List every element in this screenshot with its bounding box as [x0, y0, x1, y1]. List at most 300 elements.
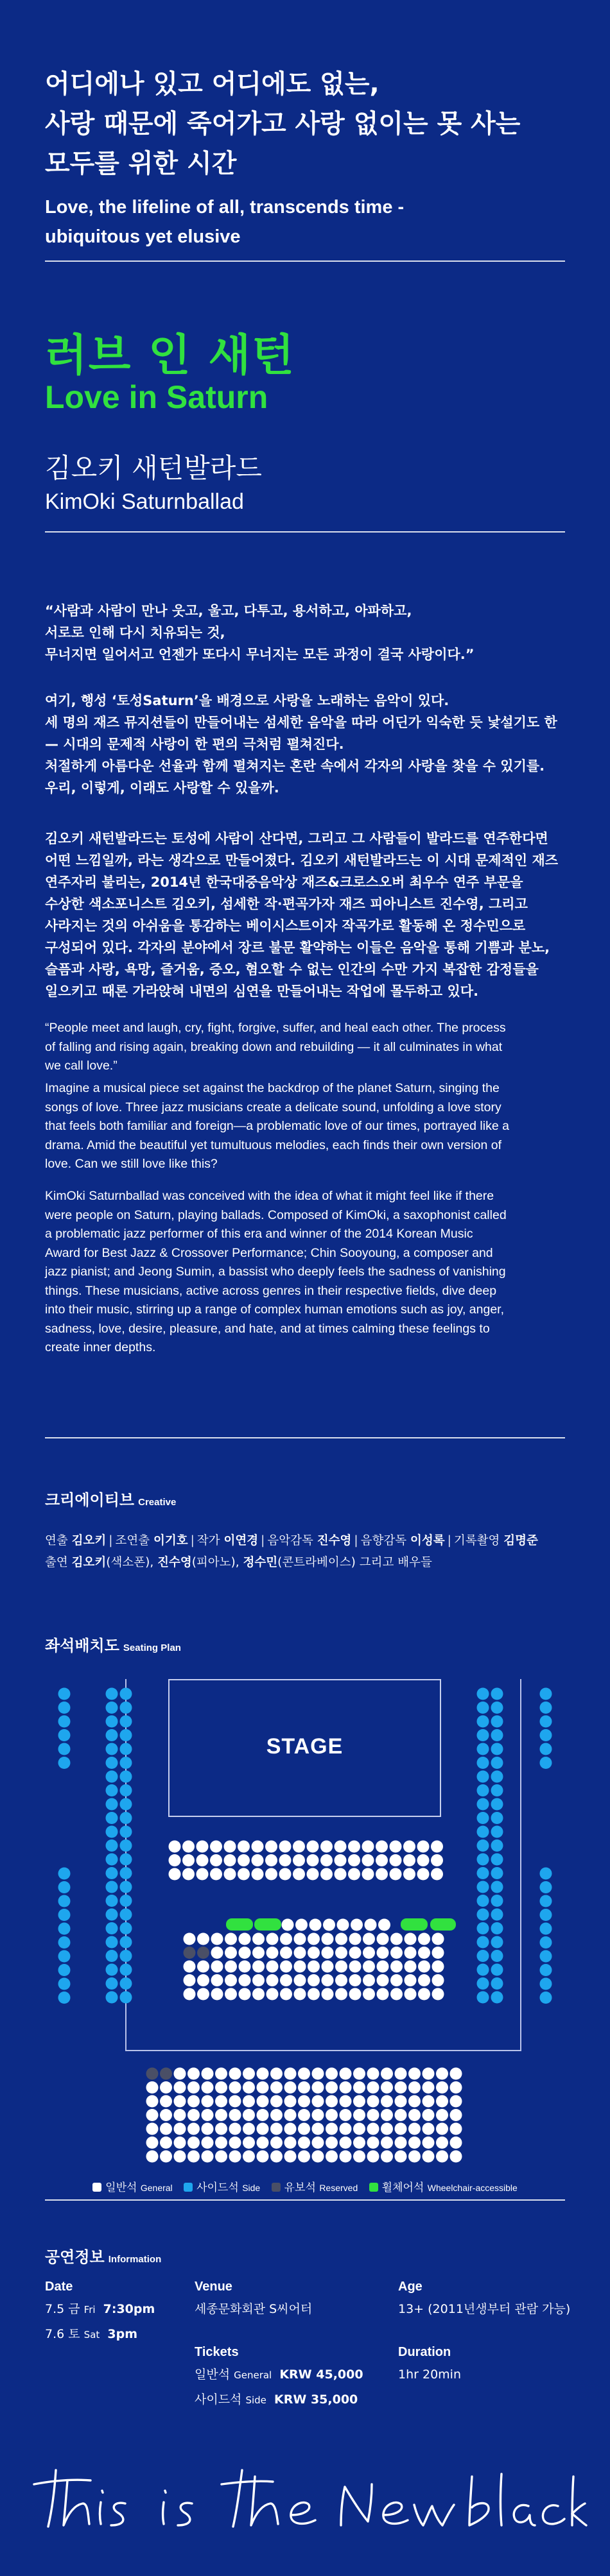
seat-side [491, 1922, 503, 1934]
credit-role: 음향감독 [360, 1534, 407, 1548]
seat-side [106, 1771, 118, 1783]
hero-en-line: ubiquitous yet elusive [45, 226, 241, 247]
credit-name: 이성록 [410, 1534, 445, 1548]
seat-general [348, 1868, 360, 1881]
text-line: love. Can we still love like this? [45, 1157, 218, 1171]
seat-general [367, 2109, 379, 2121]
seat-general [431, 1868, 443, 1881]
seat-general [335, 1841, 347, 1853]
seat-general [395, 2081, 407, 2094]
seat-side [120, 1729, 132, 1741]
seat-side [477, 1812, 489, 1824]
ticket-class-en: Side [245, 2394, 266, 2406]
seat-general [326, 2151, 338, 2163]
seat-general [265, 1841, 277, 1853]
seat-side [477, 1784, 489, 1796]
seat-general [367, 2081, 379, 2094]
seat-general [423, 2095, 435, 2108]
seat-general [335, 1854, 347, 1866]
seat-side [106, 1812, 118, 1824]
hero-ko-line: 어디에나 있고 어디에도 없는, [45, 69, 379, 99]
seat-side [120, 1977, 132, 1990]
seat-general [224, 1854, 236, 1866]
seat-general [320, 1841, 333, 1853]
seat-general [322, 1988, 334, 2000]
seat-side [106, 1798, 118, 1811]
seat-general [308, 1974, 320, 1986]
seat-general [225, 1974, 237, 1986]
seat-general [252, 1961, 265, 1973]
seat-side [491, 1992, 503, 2004]
seat-general [367, 2095, 379, 2108]
seat-general [257, 2137, 269, 2149]
seat-side [106, 1992, 118, 2004]
seat-side [120, 1895, 132, 1907]
seat-side [106, 1895, 118, 1907]
seat-general [377, 1933, 389, 1945]
seat-general [298, 2109, 310, 2121]
seat-general [390, 1961, 403, 1973]
seat-general [436, 2123, 448, 2135]
seat-general [243, 2081, 255, 2094]
seat-side [540, 1716, 552, 1728]
age-label: Age [398, 2280, 423, 2294]
seat-general [239, 1961, 251, 1973]
venue-label: Venue [195, 2280, 232, 2294]
seat-general [340, 2081, 352, 2094]
seat-side [58, 1881, 71, 1893]
seat-side [120, 1784, 132, 1796]
legend-swatch [92, 2183, 101, 2192]
seat-general [353, 2137, 365, 2149]
seat-general [270, 2109, 283, 2121]
seat-general [377, 1947, 389, 1959]
stage-label: STAGE [266, 1734, 344, 1759]
seat-general [308, 1947, 320, 1959]
credit-name: 진수영 [317, 1534, 352, 1548]
seat-general [335, 1988, 347, 2000]
credit-name: 김오키 [71, 1556, 107, 1569]
text-line: 연주자리 불리는, 2014년 한국대중음악상 재즈&크로스오버 최우수 연주 부문을 [45, 874, 523, 890]
seat-general [215, 2081, 227, 2094]
tickets-label: Tickets [195, 2345, 239, 2359]
seat-side [106, 1839, 118, 1852]
seat-general [432, 1947, 444, 1959]
seat-side [477, 1854, 489, 1866]
seat-side [106, 1867, 118, 1879]
seat-general [257, 2151, 269, 2163]
legend-swatch [369, 2183, 378, 2192]
text-line: 처절하게 아름다운 선율과 함께 펼쳐지는 혼란 속에서 각자의 사랑을 찾을 수 있기를. [45, 758, 545, 774]
seat-general [196, 1854, 209, 1866]
seat-side [106, 1964, 118, 1976]
seat-general [146, 2137, 159, 2149]
seat-general [225, 1933, 237, 1945]
seat-general [182, 1868, 195, 1881]
seat-general [348, 1854, 360, 1866]
seat-general [211, 1947, 223, 1959]
seat-side [58, 1868, 71, 1880]
seat-general [196, 1868, 209, 1881]
seat-general [282, 1919, 294, 1931]
seat-general [390, 1988, 403, 2000]
text-line: 여기, 행성 ‘토성Saturn’을 배경으로 사랑을 노래하는 음악이 있다. [45, 693, 449, 708]
seat-general [187, 2068, 200, 2080]
seat-general [450, 2137, 462, 2149]
date-item [45, 2297, 155, 2322]
seat-general [284, 2137, 297, 2149]
seat-general [307, 1868, 319, 1881]
seat-general [353, 2095, 365, 2108]
section-title-en: Creative [138, 1497, 177, 1508]
date-time: 3pm [107, 2327, 137, 2341]
seat-side [477, 1839, 489, 1852]
seat-side [477, 1798, 489, 1811]
seat-general [308, 1933, 320, 1945]
seat-general [423, 2109, 435, 2121]
seat-general [320, 1868, 333, 1881]
seat-general [169, 1841, 181, 1853]
credit-name: 정수민 [243, 1556, 278, 1569]
seat-general [377, 1988, 389, 2000]
seat-general [293, 1854, 305, 1866]
seat-general [169, 1868, 181, 1881]
seat-general [243, 2123, 255, 2135]
seat-general [243, 2095, 255, 2108]
seat-general [238, 1854, 250, 1866]
seat-general [294, 1988, 306, 2000]
seat-side [540, 1950, 552, 1963]
seat-general [298, 2068, 310, 2080]
seat-general [298, 2123, 310, 2135]
seat-general [184, 1974, 196, 1986]
seat-general [270, 2095, 283, 2108]
seat-general [215, 2095, 227, 2108]
seat-general [239, 1988, 251, 2000]
seat-side [491, 1771, 503, 1783]
seat-general [197, 1961, 209, 1973]
date-label: Date [45, 2280, 73, 2294]
seat-side [106, 1826, 118, 1838]
seat-side [120, 1839, 132, 1852]
seat-general [243, 2109, 255, 2121]
seat-side [106, 1688, 118, 1700]
credit-part: (피아노), [191, 1556, 240, 1569]
seat-general [340, 2151, 352, 2163]
text-line: drama. Amid the beautiful yet tumultuous melodies, each finds their own version of [45, 1138, 502, 1152]
seat-general [284, 2123, 297, 2135]
legend-label: 휠체어석 [381, 2181, 424, 2194]
handwritten-signature [29, 2451, 588, 2534]
seat-side [120, 1771, 132, 1783]
seat-general [146, 2109, 159, 2121]
seat-general [284, 2081, 297, 2094]
seat-general [229, 2137, 241, 2149]
seat-general [335, 1868, 347, 1881]
seat-side [491, 1854, 503, 1866]
seat-general [312, 2109, 324, 2121]
seat-side [120, 1743, 132, 1755]
seat-general [294, 1933, 306, 1945]
seat-general [225, 1961, 237, 1973]
seat-general [174, 2081, 186, 2094]
info-section-title [45, 2244, 565, 2267]
seat-general [362, 1868, 374, 1881]
seat-general [266, 1947, 279, 1959]
seat-side [540, 1702, 552, 1714]
seat-general [187, 2081, 200, 2094]
seat-general [294, 1974, 306, 1986]
venue-value: 세종문화회관 S씨어터 [195, 2302, 313, 2316]
seat-general [340, 2109, 352, 2121]
ticket-class-en: General [234, 2369, 272, 2381]
ticket-class: 사이드석 [195, 2393, 242, 2407]
seat-side [477, 1729, 489, 1741]
section-title-ko: 크리에이티브 [45, 1491, 135, 1509]
seat-general [279, 1841, 292, 1853]
seat-general [215, 2137, 227, 2149]
seat-general [252, 1933, 265, 1945]
seat-general [432, 1961, 444, 1973]
date-day: 7.6 토 [45, 2327, 80, 2341]
seat-general [363, 1933, 375, 1945]
seat-general [349, 1933, 362, 1945]
legend-label-en: Side [242, 2183, 261, 2193]
divider [45, 2199, 565, 2201]
seat-general [266, 1961, 279, 1973]
seat-side [491, 1936, 503, 1949]
seat-general [284, 2068, 297, 2080]
seat-general [238, 1868, 250, 1881]
seat-general [197, 1988, 209, 2000]
seat-general [224, 1841, 236, 1853]
seat-side [491, 1743, 503, 1755]
seat-general [349, 1961, 362, 1973]
seat-side [120, 1854, 132, 1866]
seat-general [322, 1947, 334, 1959]
text-line: that feels both familiar and foreign—a problematic love of our times, portrayed like a [45, 1119, 509, 1133]
seat-general [225, 1988, 237, 2000]
legend-item-side [184, 2178, 260, 2194]
seat-side [491, 1964, 503, 1976]
legend-label-en: General [140, 2183, 173, 2193]
seat-general [376, 1868, 388, 1881]
seat-side [106, 1977, 118, 1990]
seat-general [367, 2151, 379, 2163]
seat-general [243, 2151, 255, 2163]
seat-general [312, 2068, 324, 2080]
seat-side [540, 1964, 552, 1976]
seat-side [58, 1757, 71, 1769]
seat-general [423, 2081, 435, 2094]
seat-side [120, 1867, 132, 1879]
seat-side [491, 1909, 503, 1921]
text-line: 김오키 새턴발라드는 토성에 사람이 산다면, 그리고 그 사람들이 발라드를 연주한다면 [45, 831, 548, 846]
seat-general [405, 1947, 417, 1959]
seat-general [320, 1854, 333, 1866]
seat-general [270, 2068, 283, 2080]
seat-general [294, 1947, 306, 1959]
seat-general [436, 2095, 448, 2108]
seat-side [58, 1950, 71, 1963]
artist-name-korean: 김오키 새턴발라드 [45, 452, 262, 484]
seat-general [174, 2151, 186, 2163]
text-line: 일으키고 때론 가라앉혀 내면의 심연을 만들어내는 작업에 몰두하고 있다. [45, 984, 479, 999]
credit-role: 출연 [45, 1556, 68, 1569]
seat-side [106, 1881, 118, 1893]
seat-side [106, 1950, 118, 1962]
text-line: we call love.” [45, 1059, 118, 1073]
text-line: jazz pianist; and Jeong Sumin, a bassist who deeply feels the sadness of vanishing [45, 1265, 506, 1279]
seat-side [477, 1950, 489, 1962]
seat-general [298, 2137, 310, 2149]
section-title-en: Information [108, 2254, 162, 2265]
seat-general [312, 2151, 324, 2163]
hero-en-line: Love, the lifeline of all, transcends time - [45, 197, 405, 218]
seat-general [146, 2095, 159, 2108]
seat-side [491, 1702, 503, 1714]
seat-side [477, 1922, 489, 1934]
seat-general [322, 1961, 334, 1973]
seat-general [280, 1933, 292, 1945]
seat-side [58, 1964, 71, 1976]
seat-general [270, 2081, 283, 2094]
seat-general [270, 2137, 283, 2149]
text-line: — 시대의 문제적 사랑이 한 편의 극처럼 펼쳐진다. [45, 737, 344, 752]
seat-reserved [146, 2068, 159, 2080]
seat-side [491, 1867, 503, 1879]
seat-general [395, 2123, 407, 2135]
seat-general [252, 1947, 265, 1959]
credit-role: 기록촬영 [453, 1534, 500, 1548]
seat-general [418, 1947, 430, 1959]
seat-general [367, 2137, 379, 2149]
credit-name: 김명준 [503, 1534, 538, 1548]
seat-general [417, 1854, 430, 1866]
seat-side [491, 1798, 503, 1811]
seat-general [377, 1974, 389, 1986]
legend-swatch [184, 2183, 193, 2192]
seat-side [120, 1688, 132, 1700]
seat-general [298, 2095, 310, 2108]
text-line: “사람과 사람이 만나 웃고, 울고, 다투고, 용서하고, 아파하고, [45, 603, 412, 618]
seat-general [202, 2081, 214, 2094]
legend-label: 사이드석 [196, 2181, 239, 2194]
seat-side [491, 1716, 503, 1728]
seat-side [106, 1743, 118, 1755]
seat-general [187, 2123, 200, 2135]
seat-general [450, 2123, 462, 2135]
seat-general [365, 1919, 377, 1931]
seat-general [432, 1933, 444, 1945]
seat-general [211, 1988, 223, 2000]
seat-general [312, 2123, 324, 2135]
seat-general [146, 2081, 159, 2094]
seat-side [491, 1729, 503, 1741]
seat-general [229, 2081, 241, 2094]
seat-side [491, 1784, 503, 1796]
date-time: 7:30pm [103, 2302, 155, 2316]
seat-reserved [160, 2068, 172, 2080]
date-dow: Sat [83, 2329, 100, 2341]
seat-general [408, 2068, 421, 2080]
seat-general [202, 2151, 214, 2163]
artist-name-english: KimOki Saturnballad [45, 490, 244, 514]
duration-value: 1hr 20min [398, 2367, 461, 2382]
seat-general [418, 1933, 430, 1945]
seat-general [197, 1933, 209, 1945]
credits-row-staff: 연출 김오키 | 조연출 이기호 | 작가 이연경 | 음악감독 진수영 | 음향감독 이성록 | 기록촬영 김명준 [45, 1534, 538, 1548]
seat-general [294, 1961, 306, 1973]
seat-general [284, 2095, 297, 2108]
seat-general [280, 1961, 292, 1973]
seat-general [326, 2081, 338, 2094]
seat-general [390, 1854, 402, 1866]
seat-general [202, 2095, 214, 2108]
text-line: KimOki Saturnballad was conceived with the idea of what it might feel like if there [45, 1189, 494, 1203]
seat-general [184, 1988, 196, 2000]
seat-general [348, 1841, 360, 1853]
seat-general [335, 1933, 347, 1945]
seat-general [160, 2081, 172, 2094]
date-day: 7.5 금 [45, 2302, 80, 2316]
hero-ko-line: 사랑 때문에 죽어가고 사랑 없이는 못 사는 [45, 109, 521, 139]
seat-wheelchair [430, 1918, 456, 1931]
seat-general [353, 2081, 365, 2094]
seat-side [58, 1923, 71, 1935]
text-line: 서로로 인해 다시 치유되는 것, [45, 625, 225, 640]
text-line: things. These musicians, active across genres in their respective fields, dive deep [45, 1283, 497, 1298]
seat-side [477, 1881, 489, 1893]
seat-general [184, 1933, 196, 1945]
seat-general [160, 2109, 172, 2121]
credit-part: (색소폰), [106, 1556, 154, 1569]
seat-general [349, 1947, 362, 1959]
seat-general [326, 2068, 338, 2080]
seat-side [477, 1771, 489, 1783]
seat-general [215, 2151, 227, 2163]
ticket-values [195, 2362, 363, 2412]
seat-general [174, 2095, 186, 2108]
seat-general [187, 2151, 200, 2163]
seat-general [224, 1868, 236, 1881]
ticket-item [195, 2387, 363, 2412]
seating-legend [0, 2178, 610, 2194]
seat-side [120, 1812, 132, 1824]
seat-general [196, 1841, 209, 1853]
seat-general [326, 2123, 338, 2135]
seat-side [491, 1950, 503, 1962]
seat-general [182, 1841, 195, 1853]
seat-general [335, 1961, 347, 1973]
seat-general [187, 2109, 200, 2121]
seat-general [436, 2109, 448, 2121]
seat-side [58, 1743, 71, 1755]
text-line: 사라지는 것의 아쉬움을 통감하는 베이시스트이자 작곡가로 활동해 온 정수민으로 [45, 918, 526, 934]
seat-general [270, 2123, 283, 2135]
seat-side [491, 1757, 503, 1769]
legend-item-general [92, 2178, 173, 2194]
seat-general [363, 1974, 375, 1986]
seat-side [477, 1867, 489, 1879]
seat-side [120, 1922, 132, 1934]
seat-general [215, 2068, 227, 2080]
section-title-en: Seating Plan [123, 1642, 181, 1653]
seat-side [58, 1978, 71, 1990]
seat-general [337, 1919, 349, 1931]
seat-general [395, 2068, 407, 2080]
seat-reserved [197, 1947, 209, 1959]
